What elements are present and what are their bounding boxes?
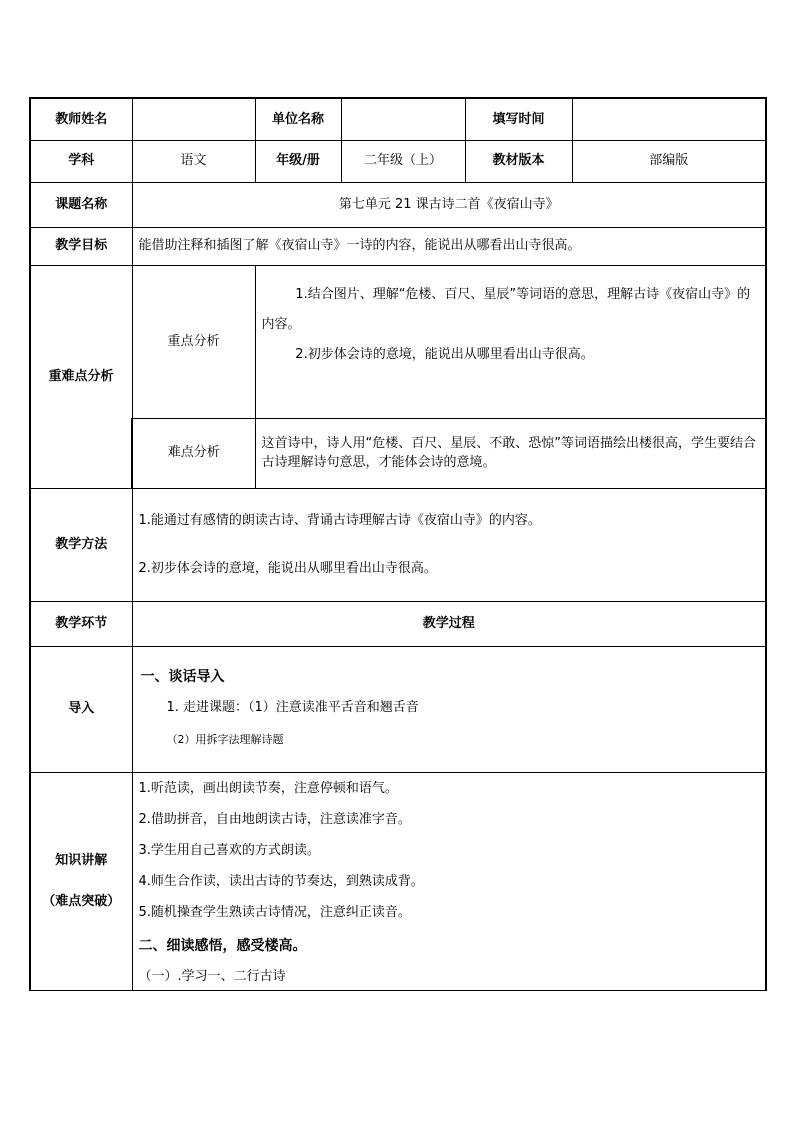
unit-name-label: 单位名称 [255, 98, 341, 140]
subject-value: 语文 [132, 140, 255, 182]
row-teacher-info [30, 98, 766, 140]
grade-label: 年级/册 [255, 140, 341, 182]
row-difficult-analysis [30, 418, 766, 488]
teacher-name-label: 教师姓名 [30, 98, 132, 140]
process-stage-label: 教学环节 [30, 601, 132, 646]
knowledge-sublabel: （难点突破） [42, 894, 121, 909]
unit-name-value [341, 98, 465, 140]
knowledge-heading-2: 二、细读感悟，感受楼高。 [138, 937, 307, 954]
key-analysis-label: 重点分析 [132, 265, 255, 418]
edition-label: 教材版本 [465, 140, 572, 182]
knowledge-item-5: 5.随机操查学生熟读古诗情况，注意纠正读音。 [138, 904, 411, 920]
knowledge-sub: （一）.学习一、二行古诗 [138, 968, 286, 984]
intro-content [132, 646, 766, 772]
lesson-plan-table [29, 97, 767, 991]
teacher-name-value [132, 98, 255, 140]
row-method [30, 488, 766, 601]
intro-line-1: 1. 走进课题：（1）注意读准平舌音和翘舌音 [166, 700, 419, 715]
difficult-analysis-content: 这首诗中，诗人用“危楼、百尺、星辰、不敢、恐惊”等词语描绘出楼很高，学生要结合古诗理解诗句意思，才能体会诗的意境。 [255, 418, 766, 488]
knowledge-content [132, 772, 766, 990]
knowledge-item-1: 1.听范读，画出朗读节奏，注意停顿和语气。 [138, 780, 398, 796]
row-key-analysis [30, 265, 766, 418]
knowledge-item-3: 3.学生用自己喜欢的方式朗读。 [138, 842, 320, 858]
analysis-label: 重难点分析 [30, 265, 132, 488]
row-topic [30, 182, 766, 227]
subject-label: 学科 [30, 140, 132, 182]
goal-label: 教学目标 [30, 227, 132, 265]
row-process-header [30, 601, 766, 646]
knowledge-label: 知识讲解 [55, 852, 108, 868]
grade-value: 二年级（上） [341, 140, 465, 182]
goal-value: 能借助注释和插图了解《夜宿山寺》一诗的内容，能说出从哪看出山寺很高。 [132, 227, 766, 265]
method-item-1: 1.能通过有感情的朗读古诗、背诵古诗理解古诗《夜宿山寺》的内容。 [138, 513, 541, 528]
key-point-1: 1.结合图片、理解“危楼、百尺、星辰”等词语的意思，理解古诗《夜宿山寺》的内容。 [261, 286, 751, 332]
fill-time-value [572, 98, 766, 140]
edition-value: 部编版 [572, 140, 766, 182]
intro-heading: 一、谈话导入 [140, 669, 225, 685]
knowledge-item-2: 2.借助拼音，自由地朗读古诗，注意读准字音。 [138, 811, 411, 827]
fill-time-label: 填写时间 [465, 98, 572, 140]
row-knowledge [30, 772, 766, 990]
topic-label: 课题名称 [30, 182, 132, 227]
method-content [132, 488, 766, 601]
key-point-2: 2.初步体会诗的意境，能说出从哪里看出山寺很高。 [295, 346, 594, 362]
knowledge-label-cell [30, 772, 132, 990]
row-intro [30, 646, 766, 772]
knowledge-item-4: 4.师生合作读，读出古诗的节奏达，到熟读成背。 [138, 873, 424, 889]
method-item-2: 2.初步体会诗的意境，能说出从哪里看出山寺很高。 [138, 560, 437, 576]
key-analysis-content [255, 265, 766, 418]
intro-label: 导入 [30, 646, 132, 772]
row-subject-info [30, 140, 766, 182]
difficult-analysis-label: 难点分析 [132, 418, 255, 488]
row-goal [30, 227, 766, 265]
process-header-value: 教学过程 [132, 601, 766, 646]
intro-line-2: （2）用拆字法理解诗题 [166, 733, 284, 746]
method-label: 教学方法 [30, 488, 132, 601]
topic-value: 第七单元 21 课古诗二首《夜宿山寺》 [132, 182, 766, 227]
